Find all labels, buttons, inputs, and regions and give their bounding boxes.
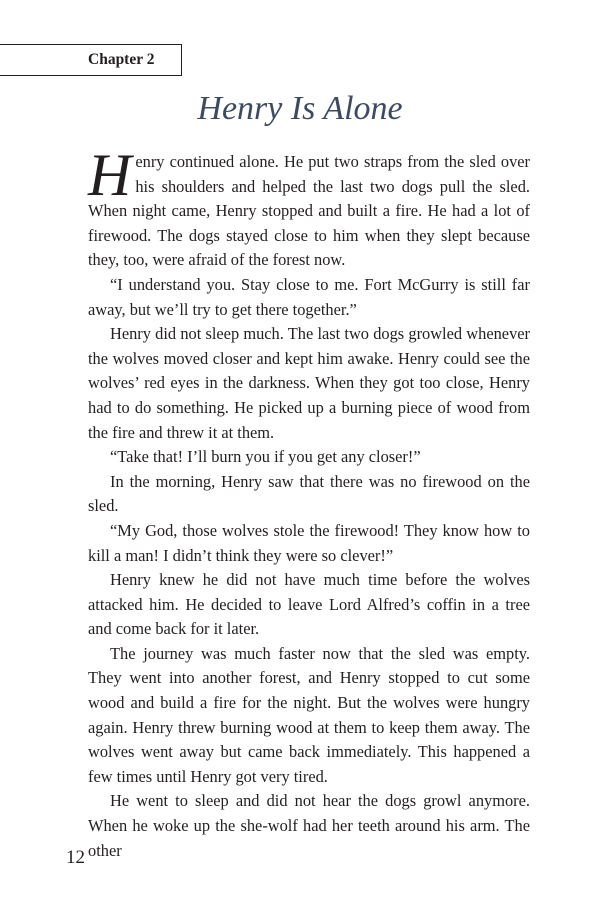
paragraph-6: “My God, those wolves stole the firewood! They know how to kill a man! I didn’t think they were so clever!”: [88, 520, 530, 565]
paragraph-7: Henry knew he did not have much time before the wolves attacked him. He decided to leave Lord Alfred’s coffin in a tree and come back for it later.: [88, 570, 530, 639]
chapter-label: Chapter 2: [88, 51, 155, 68]
paragraph-4: “Take that! I’ll burn you if you get any closer!”: [110, 447, 421, 467]
page-number: 12: [66, 847, 85, 868]
paragraph-8: The journey was much faster now that the sled was empty. They went into another forest, and Henry stopped to cut some wood and build a fire for the night. But the wolves were hungry again. Henry threw burning wood at them to keep them away. The wolves went away but came back immediately. This happened a few times until Henry got very tired.: [88, 643, 530, 786]
paragraph-1: [88, 142, 530, 273]
paragraph-1-text: enry continued alone. He put two straps from the sled over his shoulders and helped the last two dogs pull the sled. When night came, Henry stopped and built a fire. He had a lot of firewood. The dogs stayed close to him when they slept because they, too, were afraid of the forest now.: [88, 152, 530, 270]
paragraph-9: He went to sleep and did not hear the dogs growl anymore. When he woke up the she-wolf had her teeth around his arm. The other: [88, 791, 530, 860]
paragraph-2: “I understand you. Stay close to me. Fort McGurry is still far away, but we’ll try to get there together.”: [88, 274, 530, 319]
body-text: [88, 142, 530, 863]
drop-cap: H: [88, 142, 132, 208]
chapter-title: Henry Is Alone: [197, 90, 403, 127]
paragraph-3: Henry did not sleep much. The last two dogs growled whenever the wolves moved closer and kept him awake. Henry could see the wolves’ red eyes in the darkness. When they got too close, Henry had to do something. He picked up a burning piece of wood from the fire and threw it at them.: [88, 324, 530, 442]
paragraph-5: In the morning, Henry saw that there was no firewood on the sled.: [88, 471, 530, 516]
